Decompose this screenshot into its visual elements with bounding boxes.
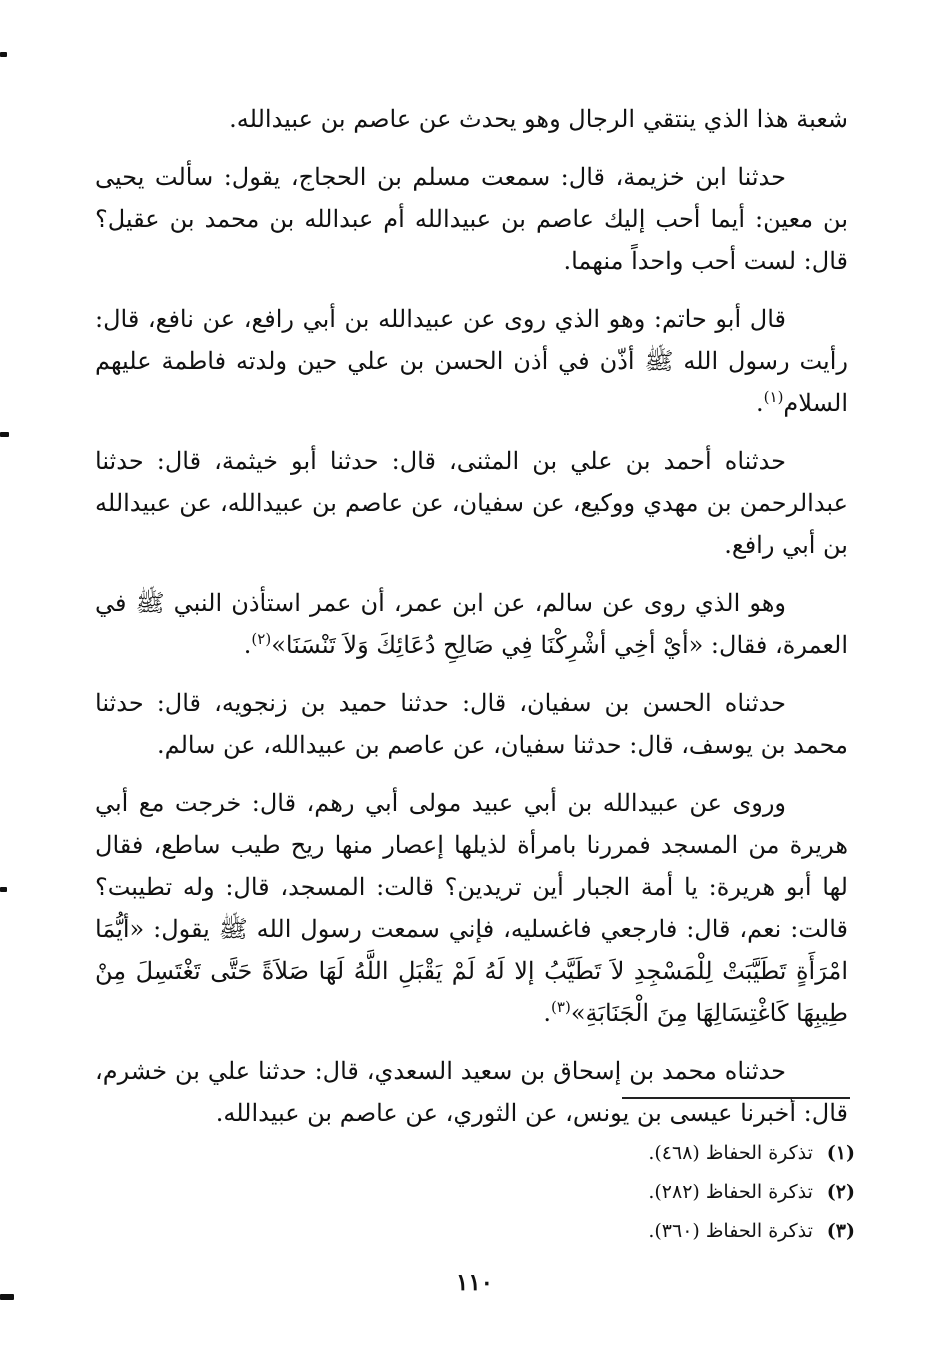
- footnote: [95, 1212, 855, 1251]
- sentence-end: .: [243, 631, 252, 659]
- paragraph: [95, 682, 848, 766]
- footnotes: [95, 1134, 855, 1251]
- paragraph-text: حدثنا ابن خزيمة، قال: سمعت مسلم بن الحجاج، يقول: سألت يحيى بن معين: أيما أحب إليك عاصم بن عبيدالله أم عبدالله بن محمد بن عقيل؟ قال: لست أحب واحداً منهما.: [95, 163, 848, 275]
- paragraph: [95, 298, 848, 424]
- main-text: [95, 98, 848, 1150]
- scan-edge-mark: [0, 432, 9, 437]
- scan-edge-mark: [0, 1294, 14, 1300]
- footnote-text: تذكرة الحفاظ (٤٦٨).: [648, 1142, 813, 1164]
- footnote-number: (١): [826, 1142, 855, 1164]
- paragraph: [95, 98, 848, 140]
- paragraph-text: شعبة هذا الذي ينتقي الرجال وهو يحدث عن عاصم بن عبيدالله.: [229, 105, 848, 133]
- footnote-reference: (١): [763, 388, 784, 406]
- footnote-separator: [622, 1097, 850, 1099]
- scan-edge-mark: [0, 52, 7, 57]
- paragraph: [95, 440, 848, 566]
- footnote-text: تذكرة الحفاظ (٣٦٠).: [648, 1220, 813, 1242]
- footnote: [95, 1173, 855, 1212]
- paragraph-text: حدثناه أحمد بن علي بن المثنى، قال: حدثنا أبو خيثمة، قال: حدثنا عبدالرحمن بن مهدي ووكيع، عن سفيان، عن عاصم بن عبيدالله، عن عبيدالله بن أبي رافع.: [95, 447, 848, 559]
- paragraph-text: وروى عن عبيدالله بن أبي عبيد مولى أبي رهم، قال: خرجت مع أبي هريرة من المسجد فمررنا بامرأة لذيلها إعصار منها ريح طيب ساطع، فقال لها أبو هريرة: يا أمة الجبار أين تريدين؟ قالت: المسجد، قال: وله تطيبت؟ قالت: نعم، قال: فارجعي فاغسليه، فإني سمعت رسول الله ﷺ يقول: «أيُّمَا امْرَأَةٍ تَطَيَّبَتْ لِلْمَسْجِدِ لاَ تَطَيَّبُ إلا لَهُ لَمْ يَقْبَلِ اللَّهُ لَهَا صَلاَةً حَتَّى تَغْتَسِلَ مِنْ طِيبِهَا كَاغْتِسَالِهَا مِنَ الْجَنَابَةِ»: [95, 789, 848, 1027]
- footnote-number: (٢): [826, 1181, 855, 1203]
- paragraph: [95, 156, 848, 282]
- sentence-end: .: [756, 389, 764, 417]
- footnote-reference: (٢): [251, 630, 272, 648]
- paragraph-text: حدثناه محمد بن إسحاق بن سعيد السعدي، قال: حدثنا علي بن خشرم، قال: أخبرنا عيسى بن يونس، عن الثوري، عن عاصم بن عبيدالله.: [95, 1057, 848, 1127]
- paragraph: [95, 1050, 848, 1134]
- sentence-end: .: [543, 999, 552, 1027]
- footnote: [95, 1134, 855, 1173]
- paragraph: [95, 782, 848, 1034]
- footnote-number: (٣): [826, 1220, 855, 1242]
- paragraph-text: حدثناه الحسن بن سفيان، قال: حدثنا حميد بن زنجويه، قال: حدثنا محمد بن يوسف، قال: حدثنا سفيان، عن عاصم بن عبيدالله، عن سالم.: [95, 689, 848, 759]
- footnote-reference: (٣): [551, 998, 571, 1016]
- paragraph: [95, 582, 848, 666]
- page-number: ١١٠: [455, 1269, 494, 1296]
- paragraph-text: قال أبو حاتم: وهو الذي روى عن عبيدالله بن أبي رافع، عن نافع، قال: رأيت رسول الله ﷺ أذّن في أذن الحسن بن علي حين ولدته فاطمة عليهم السلام: [95, 305, 848, 417]
- scan-edge-mark: [0, 887, 7, 892]
- footnote-text: تذكرة الحفاظ (٢٨٢).: [648, 1181, 813, 1203]
- paragraph-text: وهو الذي روى عن سالم، عن ابن عمر، أن عمر استأذن النبي ﷺ في العمرة، فقال: «أيْ أخِي أشْرِكْنَا فِي صَالِحِ دُعَائِكَ وَلاَ تَنْسَنَا»: [95, 589, 848, 659]
